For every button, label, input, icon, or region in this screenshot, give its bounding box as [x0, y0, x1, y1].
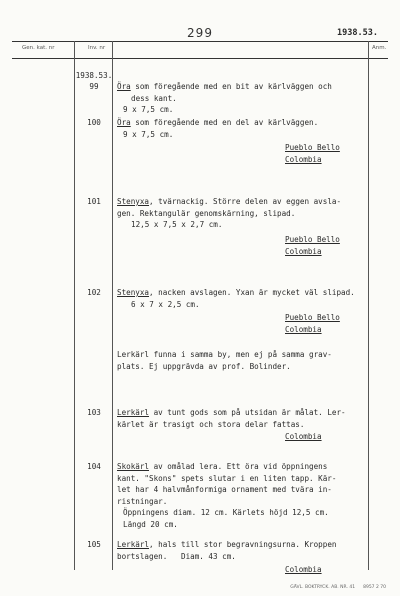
- form-code: 8957 2 70: [363, 585, 386, 590]
- entry-title: Stenyxa: [117, 197, 150, 206]
- entry-line: 9 x 7,5 cm.: [123, 129, 174, 139]
- entry-line: Lerkärl funna i samma by, men ej på samma grav-: [117, 350, 332, 359]
- entry-number-prefix: 1938.53.: [75, 71, 113, 80]
- entry-number: 101: [87, 197, 101, 206]
- column-header-gen-kat: Gen. kat. nr: [22, 45, 55, 51]
- location-label: Colombia: [285, 247, 322, 256]
- location-label: Colombia: [285, 565, 322, 574]
- printer-footer: [282, 585, 386, 590]
- page-number: 299: [187, 26, 213, 40]
- header-rule-bottom: [12, 58, 388, 59]
- entry-line: 6 x 7 x 2,5 cm.: [131, 299, 200, 309]
- entry-title: Lerkärl: [117, 540, 150, 549]
- entry-line: Öra som föregående med en bit av kärlväggen och: [117, 82, 332, 91]
- column-header-inv-nr: Inv. nr: [88, 45, 106, 51]
- entry-line: Stenyxa, tvärnackig. Större delen av eggen avsla-: [117, 197, 342, 206]
- entry-line: ristningar.: [117, 496, 168, 506]
- location-label: Pueblo Bello: [285, 313, 340, 322]
- entry-number: 103: [87, 408, 101, 417]
- printer-name: GÄVL. BOKTRYCK. AB. NR. 41: [290, 585, 356, 590]
- entry-title: Öra: [117, 82, 131, 91]
- header-rule-top: [12, 41, 388, 42]
- location-label: Pueblo Bello: [285, 143, 340, 152]
- entry-title: Stenyxa: [117, 288, 150, 297]
- entry-line: kärlet är trasigt och stora delar fattas.: [117, 419, 305, 429]
- entry-line: Lerkärl av tunt gods som på utsidan är målat. Ler-: [117, 408, 346, 417]
- entry-line: bortslagen. Diam. 43 cm.: [117, 551, 236, 561]
- entry-number: 104: [87, 462, 101, 471]
- entry-number: 102: [87, 288, 101, 297]
- entry-line: Stenyxa, nacken avslagen. Yxan är mycket väl slipad.: [117, 288, 355, 297]
- entry-number: 99: [89, 82, 99, 91]
- entry-line: Lerkärl, hals till stor begravningsurna. Kroppen: [117, 540, 337, 549]
- entry-title: Öra: [117, 118, 131, 127]
- entry-line: 12,5 x 7,5 x 2,7 cm.: [131, 220, 223, 229]
- location-label: Colombia: [285, 432, 322, 441]
- entry-line: plats. Ej uppgrävda av prof. Bolinder.: [117, 361, 291, 371]
- entry-line: Öppningens diam. 12 cm. Kärlets höjd 12,5 cm.: [123, 508, 329, 517]
- entry-line: gen. Rektangulär genomskärning, slipad.: [117, 208, 296, 218]
- entry-line: 9 x 7,5 cm.: [123, 105, 174, 114]
- entry-line: Längd 20 cm.: [123, 519, 178, 529]
- column-header-anm: Anm.: [372, 45, 387, 51]
- entry-number: 105: [87, 540, 101, 549]
- entry-line: let har 4 halvmånformiga ornament med tvära in-: [117, 485, 332, 494]
- entry-line: Öra som föregående med en del av kärlväggen.: [117, 118, 319, 127]
- entry-line: dess kant.: [131, 93, 177, 103]
- entry-title: Lerkärl: [117, 408, 150, 417]
- entry-number: 100: [87, 118, 101, 127]
- location-label: Colombia: [285, 155, 322, 164]
- entry-line: Skokärl av omålad lera. Ett öra vid öppningens: [117, 462, 328, 471]
- location-label: Pueblo Bello: [285, 235, 340, 244]
- catalog-id: 1938.53.: [337, 28, 378, 38]
- entry-line: kant. "Skons" spets slutar i en liten tapp. Kär-: [117, 473, 337, 483]
- entry-title: Skokärl: [117, 462, 150, 471]
- location-label: Colombia: [285, 325, 322, 334]
